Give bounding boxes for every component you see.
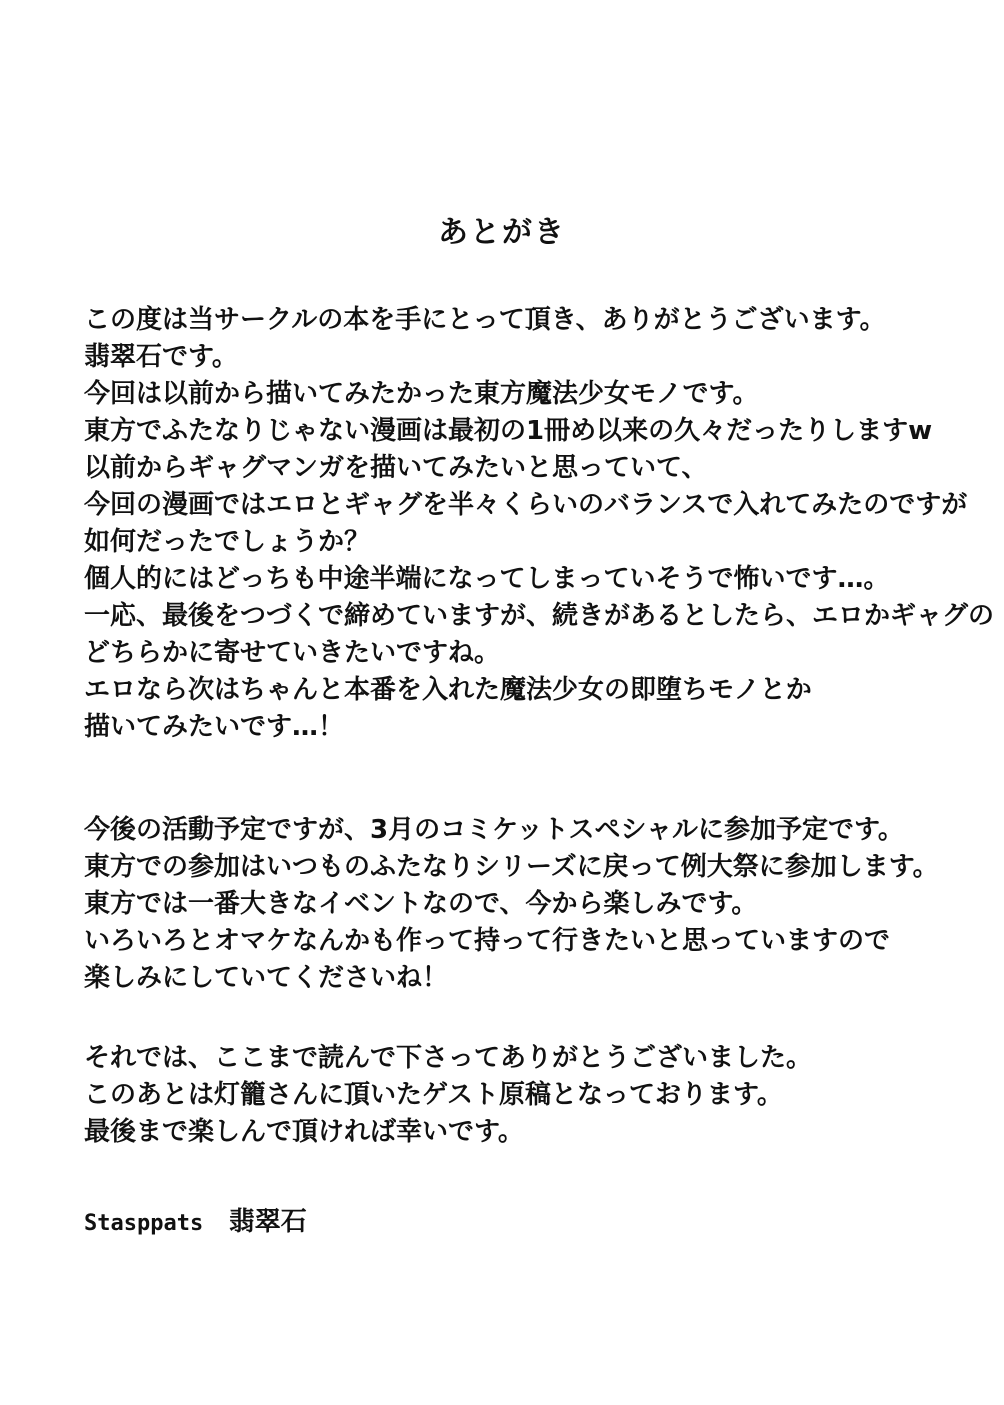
text-line: 以前からギャグマンガを描いてみたいと思っていて、 [84, 453, 708, 483]
text-line: この度は当サークルの本を手にとって頂き、ありがとうございます。 [84, 305, 886, 335]
text-line: 東方でふたなりじゃない漫画は最初の1冊め以来の久々だったりしますw [84, 416, 933, 446]
text-line: エロなら次はちゃんと本番を入れた魔法少女の即堕ちモノとか [84, 675, 812, 705]
paragraph-closing [84, 1040, 944, 1151]
circle-name: Stasppats [84, 1211, 204, 1236]
text-line: 描いてみたいです…！ [84, 712, 345, 742]
text-line: 一応、最後をつづくで締めていますが、続きがあるとしたら、エロかギャグの [84, 601, 995, 631]
text-line: どちらかに寄せていきたいですね。 [84, 638, 501, 668]
text-line: 今後の活動予定ですが、3月のコミケットスペシャルに参加予定です。 [84, 815, 904, 845]
text-line: 東方での参加はいつものふたなりシリーズに戻って例大祭に参加します。 [84, 852, 939, 882]
text-line: このあとは灯籠さんに頂いたゲスト原稿となっております。 [84, 1080, 783, 1110]
text-line: それでは、ここまで読んで下さってありがとうございました。 [84, 1043, 813, 1073]
page-title: あとがき [438, 215, 566, 250]
text-line: 翡翠石です。 [84, 342, 238, 372]
author-name: 翡翠石 [228, 1207, 307, 1237]
text-line: 如何だったでしょうか？ [84, 527, 371, 557]
text-line: 個人的にはどっちも中途半端になってしまっていそうで怖いです…。 [84, 564, 890, 594]
text-line: 東方では一番大きなイベントなので、今から楽しみです。 [84, 889, 758, 919]
text-line: 楽しみにしていてくださいね！ [84, 963, 449, 993]
text-line: 今回は以前から描いてみたかった東方魔法少女モノです。 [84, 379, 759, 409]
paragraph-greeting [84, 302, 995, 746]
paragraph-activities [84, 812, 944, 997]
signature [84, 1204, 307, 1243]
text-line: 最後まで楽しんで頂ければ幸いです。 [84, 1117, 524, 1147]
text-line: いろいろとオマケなんかも作って持って行きたいと思っていますので [84, 926, 891, 956]
text-line: 今回の漫画ではエロとギャグを半々くらいのバランスで入れてみたのですが [84, 490, 968, 520]
